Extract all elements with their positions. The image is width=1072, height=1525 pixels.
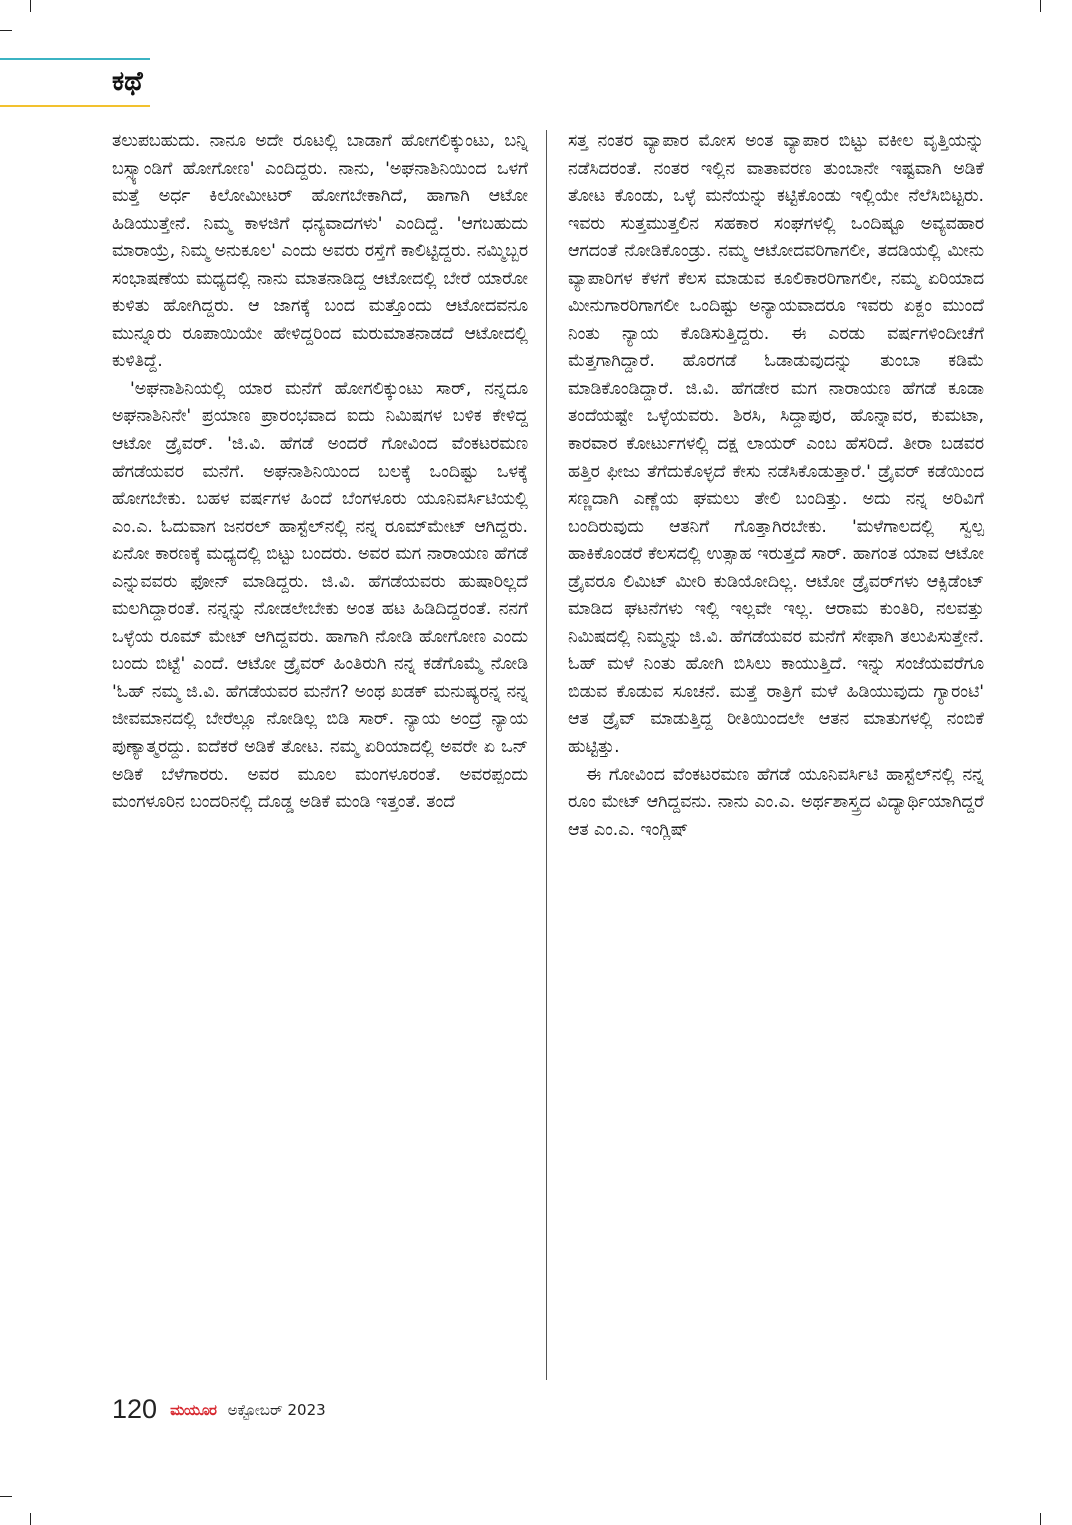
paragraph: 'ಅಘನಾಶಿನಿಯಲ್ಲಿ ಯಾರ ಮನೆಗೆ ಹೋಗಲಿಕ್ಕುಂಟು ಸಾರ್, ನನ್ನದೂ ಅಘನಾಶಿನಿನೇ' ಪ್ರಯಾಣ ಪ್ರಾರಂಭವಾದ ಐದು ನಿಮಿಷಗಳ ಬಳಿಕ ಕೇಳಿದ್ದ ಆಟೋ ಡ್ರೈವರ್. 'ಜಿ.ವಿ. ಹೆಗಡೆ ಅಂದರೆ ಗೋವಿಂದ ವೆಂಕಟರಮಣ ಹೆಗಡೆಯವರ ಮನೆಗೆ. ಅಘನಾಶಿನಿಯಿಂದ ಬಲಕ್ಕೆ ಒಂದಿಷ್ಟು ಒಳಕ್ಕೆ ಹೋಗಬೇಕು. ಬಹಳ ವರ್ಷಗಳ ಹಿಂದೆ ಬೆಂಗಳೂರು ಯೂನಿವರ್ಸಿಟಿಯಲ್ಲಿ ಎಂ.ಎ. ಓದುವಾಗ ಜನರಲ್ ಹಾಸ್ಟೆಲ್‌ನಲ್ಲಿ ನನ್ನ ರೂಮ್‌ಮೇಟ್ ಆಗಿದ್ದರು. ಏನೋ ಕಾರಣಕ್ಕೆ ಮಧ್ಯದಲ್ಲಿ ಬಿಟ್ಟು ಬಂದರು. ಅವರ ಮಗ ನಾರಾಯಣ ಹೆಗಡೆ ಎನ್ನುವವರು ಫೋನ್ ಮಾಡಿದ್ದರು. ಜಿ.ವಿ. ಹೆಗಡೆಯವರು ಹುಷಾರಿಲ್ಲದೆ ಮಲಗಿದ್ದಾರಂತೆ. ನನ್ನನ್ನು ನೋಡಲೇಬೇಕು ಅಂತ ಹಟ ಹಿಡಿದಿದ್ದರಂತೆ. ನನಗೆ ಒಳ್ಳೆಯ ರೂಮ್ ಮೇಟ್ ಆಗಿದ್ದವರು. ಹಾಗಾಗಿ ನೋಡಿ ಹೋಗೋಣ ಎಂದು ಬಂದು ಬಿಟ್ಟೆ' ಎಂದೆ. ಆಟೋ ಡ್ರೈವರ್ ಹಿಂತಿರುಗಿ ನನ್ನ ಕಡೆಗೊಮ್ಮೆ ನೋಡಿ 'ಓಹ್ ನಮ್ಮ ಜಿ.ವಿ. ಹೆಗಡೆಯವರ ಮನೆಗ? ಅಂಥ ಖಡಕ್ ಮನುಷ್ಯರನ್ನ ನನ್ನ ಜೀವಮಾನದಲ್ಲಿ ಬೇರೆಲ್ಲೂ ನೋಡಿಲ್ಲ ಬಿಡಿ ಸಾರ್. ನ್ಯಾಯ ಅಂದ್ರೆ ನ್ಯಾಯ ಪುಣ್ಯಾತ್ಮರದ್ದು. ಐದೆಕರೆ ಅಡಿಕೆ ತೋಟ. ನಮ್ಮ ಏರಿಯಾದಲ್ಲಿ ಅವರೇ ಏ ಒನ್ ಅಡಿಕೆ ಬೆಳೆಗಾರರು. ಅವರ ಮೂಲ ಮಂಗಳೂರಂತೆ. ಅವರಪ್ಪಂದು ಮಂಗಳೂರಿನ ಬಂದರಿನಲ್ಲಿ ದೊಡ್ಡ ಅಡಿಕೆ ಮಂಡಿ ಇತ್ತಂತೆ. ತಂದೆ — [112, 378, 528, 813]
article-column-left — [112, 128, 528, 817]
issue-date: ಅಕ್ಟೋಬರ್ 2023 — [227, 1400, 326, 1419]
section-rule-top — [0, 58, 150, 60]
section-rule-bottom — [0, 105, 150, 107]
page-number: 120 — [112, 1394, 158, 1424]
paragraph: ಈ ಗೋವಿಂದ ವೆಂಕಟರಮಣ ಹೆಗಡೆ ಯೂನಿವರ್ಸಿಟಿ ಹಾಸ್ಟೆಲ್‌ನಲ್ಲಿ ನನ್ನ ರೂಂ ಮೇಟ್ ಆಗಿದ್ದವನು. ನಾನು ಎಂ.ಎ. ಅರ್ಥಶಾಸ್ತ್ರದ ವಿದ್ಯಾರ್ಥಿಯಾಗಿದ್ದರೆ ಆತ ಎಂ.ಎ. ಇಂಗ್ಲಿಷ್ — [568, 764, 984, 840]
crop-mark — [1040, 0, 1041, 12]
crop-mark — [30, 0, 31, 12]
page-footer — [112, 1394, 326, 1430]
paragraph: ತಲುಪಬಹುದು. ನಾನೂ ಅದೇ ರೂಟಲ್ಲಿ ಬಾಡಾಗೆ ಹೋಗಲಿಕ್ಕುಂಟು, ಬನ್ನಿ ಬಸ್ಸ್ಯಾಂಡಿಗೆ ಹೋಗೋಣ' ಎಂದಿದ್ದರು. ನಾನು, 'ಅಘನಾಶಿನಿಯಿಂದ ಒಳಗೆ ಮತ್ತೆ ಅರ್ಧ ಕಿಲೋಮೀಟರ್ ಹೋಗಬೇಕಾಗಿದೆ, ಹಾಗಾಗಿ ಆಟೋ ಹಿಡಿಯುತ್ತೇನೆ. ನಿಮ್ಮ ಕಾಳಜಿಗೆ ಧನ್ಯವಾದಗಳು' ಎಂದಿದ್ದೆ. 'ಆಗಬಹುದು ಮಾರಾಯ್ರೆ, ನಿಮ್ಮ ಅನುಕೂಲ' ಎಂದು ಅವರು ರಸ್ತೆಗೆ ಕಾಲಿಟ್ಟಿದ್ದರು. ನಮ್ಮಿಬ್ಬರ ಸಂಭಾಷಣೆಯ ಮಧ್ಯದಲ್ಲಿ ನಾನು ಮಾತನಾಡಿದ್ದ ಆಟೋದಲ್ಲಿ ಬೇರೆ ಯಾರೋ ಕುಳಿತು ಹೋಗಿದ್ದರು. ಆ ಜಾಗಕ್ಕೆ ಬಂದ ಮತ್ತೊಂದು ಆಟೋದವನೂ ಮುನ್ನೂರು ರೂಪಾಯಿಯೇ ಹೇಳಿದ್ದರಿಂದ ಮರುಮಾತನಾಡದೆ ಆಟೋದಲ್ಲಿ ಕುಳಿತಿದ್ದೆ. — [112, 131, 528, 372]
paragraph: ಸತ್ತ ನಂತರ ವ್ಯಾಪಾರ ಮೋಸ ಅಂತ ವ್ಯಾಪಾರ ಬಿಟ್ಟು ವಕೀಲ ವೃತ್ತಿಯನ್ನು ನಡೆಸಿದರಂತೆ. ನಂತರ ಇಲ್ಲಿನ ವಾತಾವರಣ ತುಂಬಾನೇ ಇಷ್ಟವಾಗಿ ಅಡಿಕೆ ತೋಟ ಕೊಂಡು, ಒಳ್ಳೆ ಮನೆಯನ್ನು ಕಟ್ಟಿಕೊಂಡು ಇಲ್ಲಿಯೇ ನೆಲೆಸಿಬಿಟ್ಟರು. ಇವರು ಸುತ್ತಮುತ್ತಲಿನ ಸಹಕಾರ ಸಂಘಗಳಲ್ಲಿ ಒಂದಿಷ್ಟೂ ಅವ್ಯವಹಾರ ಆಗದಂತೆ ನೋಡಿಕೊಂಡ್ರು. ನಮ್ಮ ಆಟೋದವರಿಗಾಗಲೀ, ತದಡಿಯಲ್ಲಿ ಮೀನು ವ್ಯಾಪಾರಿಗಳ ಕೆಳಗೆ ಕೆಲಸ ಮಾಡುವ ಕೂಲಿಕಾರರಿಗಾಗಲೀ, ನಮ್ಮ ಏರಿಯಾದ ಮೀನುಗಾರರಿಗಾಗಲೀ ಒಂದಿಷ್ಟು ಅನ್ಯಾಯವಾದರೂ ಇವರು ಏಕ್ದಂ ಮುಂದೆ ನಿಂತು ನ್ಯಾಯ ಕೊಡಿಸುತ್ತಿದ್ದರು. ಈ ಎರಡು ವರ್ಷಗಳಿಂದೀಚೆಗೆ ಮೆತ್ತಗಾಗಿದ್ದಾರೆ. ಹೊರಗಡೆ ಓಡಾಡುವುದನ್ನು ತುಂಬಾ ಕಡಿಮೆ ಮಾಡಿಕೊಂಡಿದ್ದಾರೆ. ಜಿ.ವಿ. ಹೆಗಡೇರ ಮಗ ನಾರಾಯಣ ಹೆಗಡೆ ಕೂಡಾ ತಂದೆಯಷ್ಟೇ ಒಳ್ಳೆಯವರು. ಶಿರಸಿ, ಸಿದ್ದಾಪುರ, ಹೊನ್ನಾವರ, ಕುಮಟಾ, ಕಾರವಾರ ಕೋರ್ಟುಗಳಲ್ಲಿ ದಕ್ಷ ಲಾಯರ್ ಎಂಬ ಹೆಸರಿದೆ. ತೀರಾ ಬಡವರ ಹತ್ತಿರ ಫೀಜು ತೆಗೆದುಕೊಳ್ಳದೆ ಕೇಸು ನಡೆಸಿಕೊಡುತ್ತಾರೆ.' ಡ್ರೈವರ್ ಕಡೆಯಿಂದ ಸಣ್ಣದಾಗಿ ಎಣ್ಣೆಯ ಘಮಲು ತೇಲಿ ಬಂದಿತ್ತು. ಅದು ನನ್ನ ಅರಿವಿಗೆ ಬಂದಿರುವುದು ಆತನಿಗೆ ಗೊತ್ತಾಗಿರಬೇಕು. 'ಮಳೆಗಾಲದಲ್ಲಿ ಸ್ವಲ್ಪ ಹಾಕಿಕೊಂಡರೆ ಕೆಲಸದಲ್ಲಿ ಉತ್ಸಾಹ ಇರುತ್ತದೆ ಸಾರ್. ಹಾಗಂತ ಯಾವ ಆಟೋ ಡ್ರೈವರೂ ಲಿಮಿಟ್ ಮೀರಿ ಕುಡಿಯೋದಿಲ್ಲ. ಆಟೋ ಡ್ರೈವರ್‌ಗಳು ಆಕ್ಸಿಡೆಂಟ್ ಮಾಡಿದ ಘಟನೆಗಳು ಇಲ್ಲಿ ಇಲ್ಲವೇ ಇಲ್ಲ. ಆರಾಮ ಕುಂತಿರಿ, ನಲವತ್ತು ನಿಮಿಷದಲ್ಲಿ ನಿಮ್ಮನ್ನು ಜಿ.ವಿ. ಹೆಗಡೆಯವರ ಮನೆಗೆ ಸೇಫಾಗಿ ತಲುಪಿಸುತ್ತೇನೆ. ಓಹ್ ಮಳೆ ನಿಂತು ಹೋಗಿ ಬಿಸಿಲು ಕಾಯುತ್ತಿದೆ. ಇನ್ನು ಸಂಜೆಯವರೆಗೂ ಬಿಡುವ ಕೊಡುವ ಸೂಚನೆ. ಮತ್ತೆ ರಾತ್ರಿಗೆ ಮಳೆ ಹಿಡಿಯುವುದು ಗ್ಯಾರಂಟಿ' ಆತ ಡ್ರೈವ್ ಮಾಡುತ್ತಿದ್ದ ರೀತಿಯಿಂದಲೇ ಆತನ ಮಾತುಗಳಲ್ಲಿ ನಂಬಿಕೆ ಹುಟ್ಟಿತ್ತು. — [568, 131, 984, 758]
crop-mark — [0, 30, 12, 31]
article-column-right — [568, 128, 984, 844]
crop-mark — [1040, 1513, 1041, 1525]
magazine-logo: ಮಯೂರ — [170, 1400, 217, 1419]
column-divider — [546, 130, 547, 1380]
crop-mark — [0, 1496, 12, 1497]
crop-mark — [30, 1513, 31, 1525]
section-title: ಕಥೆ — [112, 66, 143, 97]
